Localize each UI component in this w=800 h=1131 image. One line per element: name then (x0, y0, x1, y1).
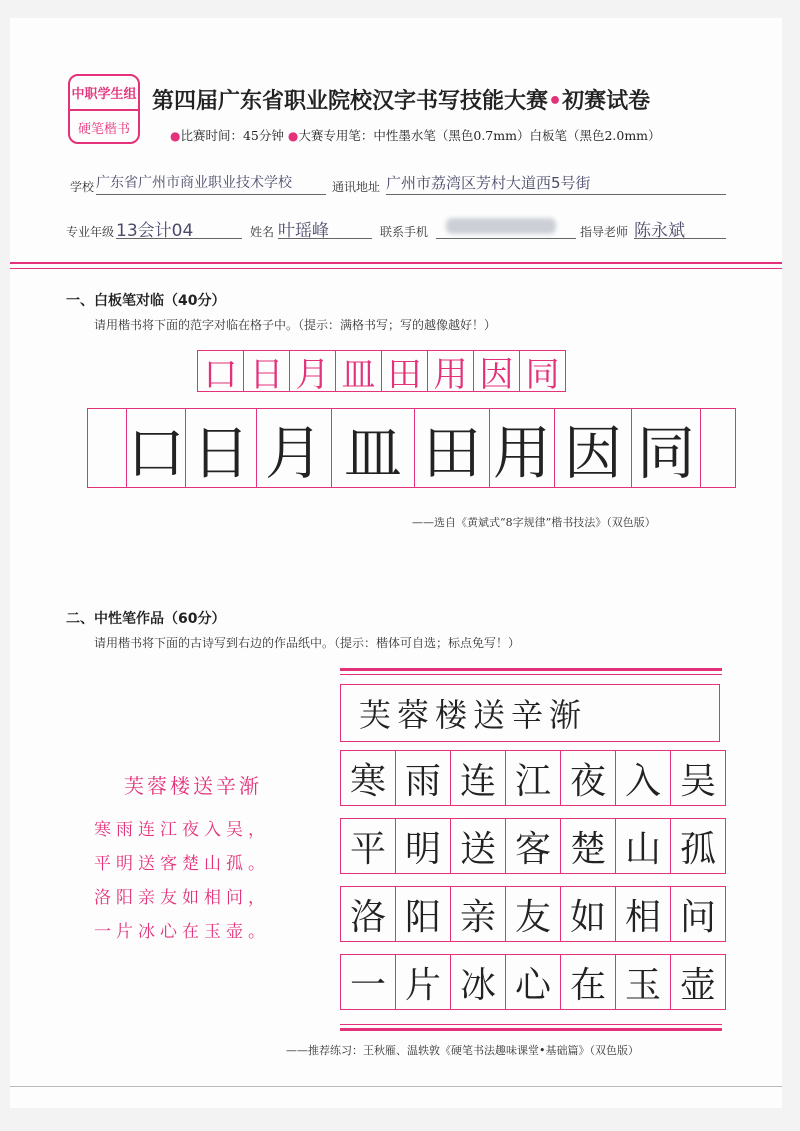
worksheet-cell[interactable]: 如 (560, 886, 616, 942)
model-char: 皿 (335, 350, 382, 392)
section1-instruction: 请用楷书将下面的范字对临在格子中。（提示：满格书写；写的越像越好！） (94, 318, 497, 332)
phone-label: 联系手机 (380, 225, 429, 239)
worksheet-row (341, 818, 726, 874)
worksheet-cell[interactable]: 寒 (340, 750, 396, 806)
grade-field[interactable] (116, 216, 242, 239)
worksheet-cell[interactable]: 在 (560, 954, 616, 1010)
page-bottom-line (10, 1086, 782, 1087)
worksheet-cell[interactable]: 亲 (450, 886, 506, 942)
phone-field[interactable] (436, 216, 576, 239)
badge-bottom: 硬笔楷书 (77, 122, 130, 137)
worksheet-cell[interactable]: 冰 (450, 954, 506, 1010)
worksheet-cell[interactable]: 楚 (560, 818, 616, 874)
poem-line: 洛阳亲友如相问， (94, 888, 270, 908)
practice-char[interactable]: 因 (554, 408, 632, 488)
worksheet-cell[interactable]: 山 (615, 818, 671, 874)
worksheet-cell[interactable]: 壶 (670, 954, 726, 1010)
worksheet-cell[interactable]: 友 (505, 886, 561, 942)
name-value: 叶瑶峰 (278, 221, 329, 241)
practice-grid (88, 408, 736, 488)
worksheet-cell[interactable]: 客 (505, 818, 561, 874)
section2-heading: 二、中性笔作品（60分） (66, 611, 226, 627)
badge-top: 中职学生组 (70, 76, 138, 111)
worksheet-cell[interactable]: 阳 (395, 886, 451, 942)
grade-label: 专业年级 (66, 225, 115, 239)
address-label: 通讯地址 (332, 180, 381, 194)
practice-char[interactable]: 田 (414, 408, 490, 488)
section1-citation: ——选自《黄斌式“8字规律”楷书技法》（双色版） (412, 516, 656, 529)
worksheet-cell[interactable]: 江 (505, 750, 561, 806)
address-field[interactable] (386, 172, 726, 195)
worksheet-cell[interactable]: 夜 (560, 750, 616, 806)
model-char: 口 (197, 350, 244, 392)
bullet-icon: ● (287, 129, 299, 143)
worksheet-cell[interactable]: 相 (615, 886, 671, 942)
model-char: 用 (427, 350, 474, 392)
grid-cell-empty[interactable] (87, 408, 127, 488)
section2-instruction: 请用楷书将下面的古诗写到右边的作品纸中。（提示：楷体可自选；标点免写！） (94, 636, 521, 650)
category-badge (68, 74, 140, 144)
practice-char[interactable]: 同 (631, 408, 701, 488)
time-info: 比赛时间：45分钟 (180, 128, 284, 143)
pen-info: 大赛专用笔：中性墨水笔（黑色0.7mm）白板笔（黑色2.0mm） (298, 128, 661, 143)
worksheet-cell[interactable]: 片 (395, 954, 451, 1010)
worksheet-bottom-rule (340, 1028, 722, 1031)
model-char: 同 (519, 350, 566, 392)
worksheet-cell[interactable]: 明 (395, 818, 451, 874)
model-char: 月 (289, 350, 336, 392)
poem-line: 一片冰心在玉壶。 (94, 922, 270, 942)
worksheet-cell[interactable]: 连 (450, 750, 506, 806)
grade-value: 13会计04 (116, 221, 194, 241)
section2-citation: ——推荐练习：王秋雁、温轶敦《硬笔书法趣味课堂•基础篇》（双色版） (286, 1044, 639, 1057)
school-value: 广东省广州市商业职业技术学校 (96, 175, 292, 191)
model-char: 因 (473, 350, 520, 392)
exam-paper (10, 18, 782, 1108)
worksheet-grid (340, 750, 726, 1010)
divider (10, 268, 782, 269)
worksheet-cell[interactable]: 心 (505, 954, 561, 1010)
worksheet-row (341, 750, 726, 806)
exam-info (170, 126, 661, 144)
practice-char[interactable]: 月 (256, 408, 332, 488)
worksheet-cell[interactable]: 送 (450, 818, 506, 874)
section1-heading: 一、白板笔对临（40分） (66, 293, 226, 309)
teacher-field[interactable] (634, 216, 726, 239)
grid-cell-empty[interactable] (700, 408, 736, 488)
model-grid (198, 350, 566, 395)
poem-line: 寒雨连江夜入吴， (94, 820, 270, 840)
title-separator: • (548, 89, 563, 114)
name-field[interactable] (278, 216, 372, 239)
worksheet-cell[interactable]: 一 (340, 954, 396, 1010)
model-char: 日 (243, 350, 290, 392)
worksheet-top-rule (340, 674, 722, 675)
worksheet-row (341, 886, 726, 942)
practice-char[interactable]: 用 (489, 408, 555, 488)
practice-char[interactable]: 日 (185, 408, 257, 488)
worksheet-cell[interactable]: 洛 (340, 886, 396, 942)
worksheet-cell[interactable]: 孤 (670, 818, 726, 874)
address-value: 广州市荔湾区芳村大道西5号街 (386, 174, 591, 192)
worksheet-cell[interactable]: 吴 (670, 750, 726, 806)
model-char: 田 (381, 350, 428, 392)
worksheet-cell[interactable]: 玉 (615, 954, 671, 1010)
worksheet-top-rule (340, 668, 722, 671)
worksheet-cell[interactable]: 问 (670, 886, 726, 942)
worksheet-cell[interactable]: 雨 (395, 750, 451, 806)
poem-text (94, 815, 270, 951)
page-title (152, 84, 650, 115)
practice-char[interactable]: 口 (126, 408, 186, 488)
worksheet-cell[interactable]: 入 (615, 750, 671, 806)
worksheet-title[interactable]: 芙蓉楼送辛渐 (340, 684, 720, 742)
teacher-value: 陈永斌 (634, 221, 685, 241)
teacher-label: 指导老师 (580, 225, 629, 239)
worksheet-bottom-rule (340, 1024, 722, 1025)
bullet-icon: ● (170, 129, 181, 143)
school-label: 学校 (70, 180, 95, 194)
worksheet-cell[interactable]: 平 (340, 818, 396, 874)
poem-line: 平明送客楚山孤。 (94, 854, 270, 874)
title-suffix: 初赛试卷 (562, 89, 651, 114)
title-main: 第四届广东省职业院校汉字书写技能大赛 (152, 89, 549, 114)
redacted-phone (446, 218, 556, 234)
school-field[interactable] (96, 172, 326, 195)
worksheet-row (341, 954, 726, 1010)
name-label: 姓名 (250, 225, 275, 239)
practice-char[interactable]: 皿 (331, 408, 415, 488)
poem-title: 芙蓉楼送辛渐 (124, 774, 262, 798)
divider (10, 262, 782, 264)
